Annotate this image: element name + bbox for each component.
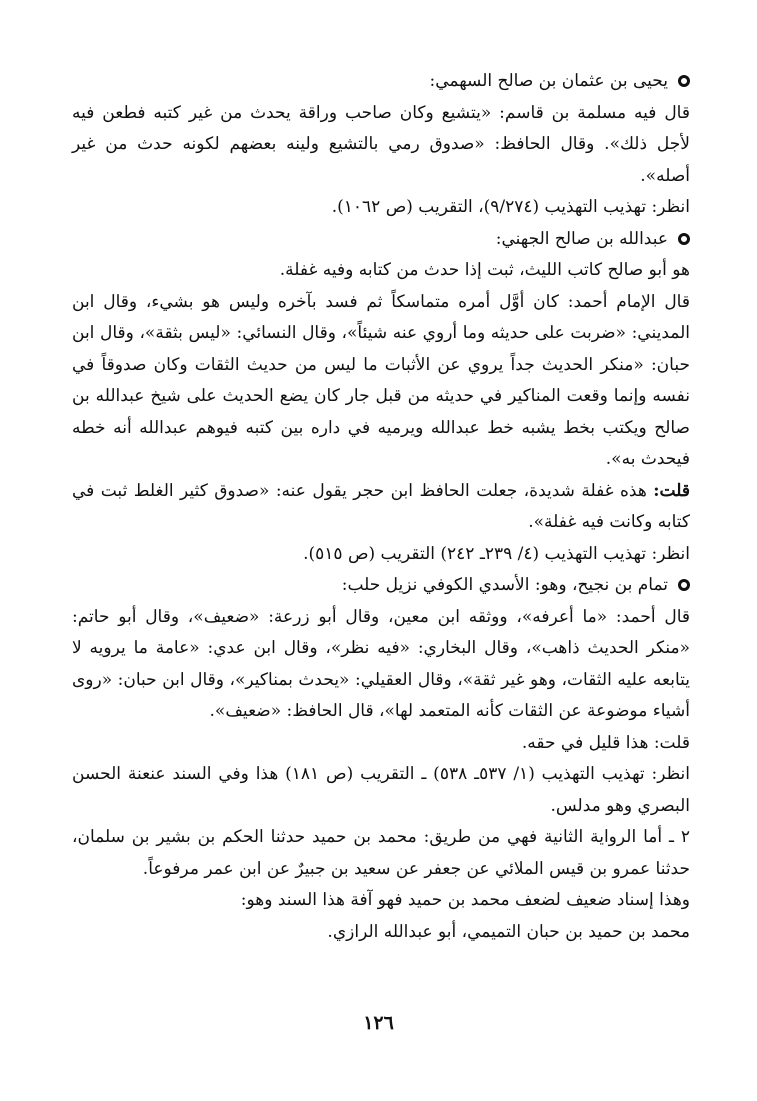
entry-heading-abdullah: عبدالله بن صالح الجهني: <box>72 224 690 256</box>
document-page <box>72 66 690 948</box>
entry-text-abdullah: قال الإمام أحمد: كان أوَّل أمره متماسكاً ثم فسد بآخره وليس هو بشيء، وقال ابن المديني: «ضربت على حديثه وما أروي عنه شيئاً»، وقال النسائي: «ليس بثقة»، وقال ابن حبان: «منكر الحديث جداً يروي عن الأثبات ما ليس من حديث الثقات وكان صدوقاً في نفسه وإنما وقعت المناكير في حديثه من قبل جار كان يضع الحديث على شيخ عبدالله بن صالح ويكتب بخط يشبه خط عبدالله ويرميه في داره بين كتبه فيوهم عبدالله أنه خطه فيحدث به». <box>72 291 690 469</box>
circle-bullet-icon <box>678 233 690 245</box>
entry-heading-tammam: تمام بن نجيح، وهو: الأسدي الكوفي نزيل حلب: <box>72 570 690 602</box>
qult-text: هذه غفلة شديدة، جعلت الحافظ ابن حجر يقول عنه: «صدوق كثير الغلط ثبت في كتابه وكانت فيه غفلة». <box>72 480 690 532</box>
qult-label: قلت: <box>653 480 691 501</box>
second-narration-text: ٢ ـ أما الرواية الثانية فهي من طريق: محمد بن حميد حدثنا الحكم بن بشير بن سلمان، حدثنا عمرو بن قيس الملائي عن جعفر عن سعيد بن جبيرٌ عن ابن عمر مرفوعاً. <box>72 827 690 879</box>
reference-tammam: انظر: تهذيب التهذيب (١/ ٥٣٧ـ ٥٣٨) ـ التقريب (ص ١٨١) هذا وفي السند عنعنة الحسن البصري وهو مدلس. <box>72 764 690 816</box>
page-number: ١٢٦ <box>363 1012 394 1034</box>
entry-text-tammam: قال أحمد: «ما أعرفه»، ووثقه ابن معين، وقال أبو زرعة: «ضعيف»، وقال أبو حاتم: «منكر الحديث ذاهب»، وقال البخاري: «فيه نظر»، وقال ابن عدي: «عامة ما يرويه لا يتابعه عليه الثقات، وهو غير ثقة»، وقال العقيلي: «يحدث بمناكير»، وقال ابن حبان: «روى أشياء موضوعة عن الثقات كأنه المتعمد لها»، قال الحافظ: «ضعيف». <box>72 606 690 721</box>
entry-heading-yahya: يحيى بن عثمان بن صالح السهمي: <box>72 66 690 98</box>
second-narration-weak: وهذا إسناد ضعيف لضعف محمد بن حميد فهو آفة هذا السند وهو: <box>240 890 690 910</box>
reference-yahya: انظر: تهذيب التهذيب (٩/٢٧٤)، التقريب (ص ١٠٦٢). <box>331 197 690 217</box>
qult-abdullah <box>72 476 690 539</box>
entry-text-yahya: قال فيه مسلمة بن قاسم: «يتشيع وكان صاحب وراقة يحدث من غير كتبه فطعن فيه لأجل ذلك». وقال الحافظ: «صدوق رمي بالتشيع ولينه بعضهم لكونه حدث من غير أصله». <box>72 102 690 186</box>
entry-intro-abdullah: هو أبو صالح كاتب الليث، ثبت إذا حدث من كتابه وفيه غفلة. <box>279 260 690 280</box>
qult-tammam: قلت: هذا قليل في حقه. <box>521 732 690 753</box>
circle-bullet-icon <box>678 579 690 591</box>
circle-bullet-icon <box>678 75 690 87</box>
second-narration-name: محمد بن حميد بن حبان التميمي، أبو عبدالله الرازي. <box>327 921 690 942</box>
reference-abdullah: انظر: تهذيب التهذيب (٤/ ٢٣٩ـ ٢٤٢) التقريب (ص ٥١٥). <box>303 543 690 564</box>
